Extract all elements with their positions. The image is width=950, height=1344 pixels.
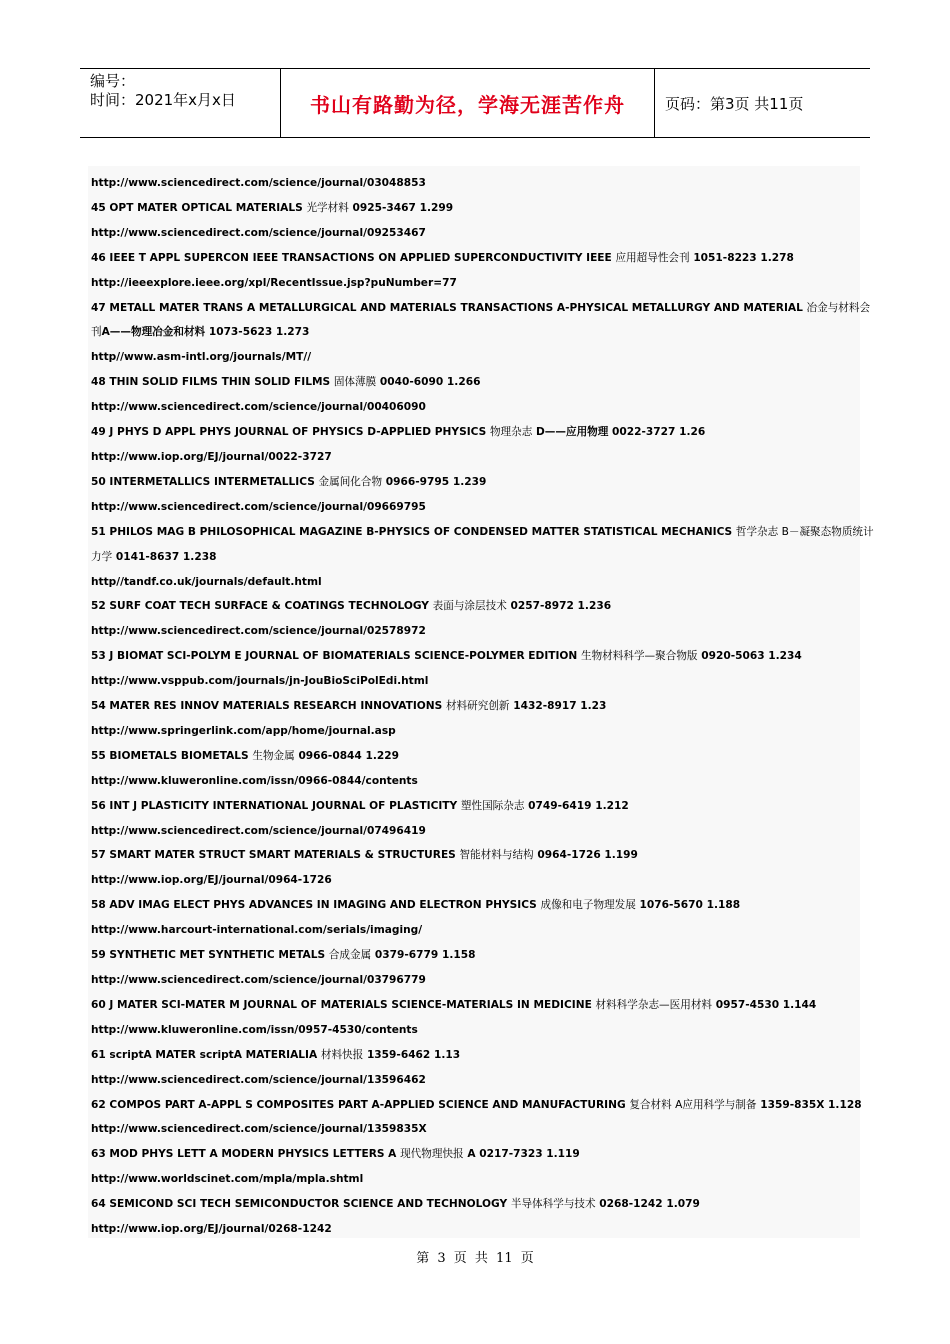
code-label: 编号： [90,72,136,90]
journal-url-line [91,271,860,296]
line-chinese-title: 生物金属 [252,749,295,762]
journal-entry-line [91,744,860,769]
line-english-text: 56 INT J PLASTICITY INTERNATIONAL JOURNAL OF PLASTICITY [91,799,461,812]
line-english-text: http://www.iop.org/EJ/journal/0964-1726 [91,874,332,887]
journal-entry-line [91,420,860,445]
line-english-text: 54 MATER RES INNOV MATERIALS RESEARCH INNOVATIONS [91,700,446,713]
line-english-text: http://www.worldscinet.com/mpla/mpla.shtml [91,1173,364,1186]
line-issn-impact: 0040-6090 1.266 [376,376,481,389]
line-english-text: http://www.sciencedirect.com/science/journal/00406090 [91,401,426,414]
line-english-text: http://ieeexplore.ieee.org/xpl/RecentIssue.jsp?puNumber=77 [91,276,457,289]
journal-url-line [91,769,860,794]
line-chinese-title: 金属间化合物 [318,475,383,488]
line-english-text: http://www.kluweronline.com/issn/0966-0844/contents [91,774,418,787]
line-issn-impact: A 0217-7323 1.119 [463,1148,580,1161]
line-english-text: 64 SEMICOND SCI TECH SEMICONDUCTOR SCIENCE AND TECHNOLOGY [91,1198,511,1211]
line-english-text: 63 MOD PHYS LETT A MODERN PHYSICS LETTERS A [91,1148,401,1161]
line-chinese-title: 力学 [91,550,113,563]
journal-entry-line [91,694,860,719]
line-issn-impact: D——应用物理 0022-3727 1.26 [532,426,706,439]
line-english-text: http://www.harcourt-international.com/serials/imaging/ [91,924,423,937]
line-english-text: 53 J BIOMAT SCI-POLYM E JOURNAL OF BIOMATERIALS SCIENCE-POLYMER EDITION [91,650,581,663]
line-english-text: 47 METALL MATER TRANS A METALLURGICAL AND MATERIALS TRANSACTIONS A-PHYSICAL METALLURGY AND MATERIAL [91,301,807,314]
journal-entry-line [91,594,860,619]
line-english-text: 49 J PHYS D APPL PHYS JOURNAL OF PHYSICS D-APPLIED PHYSICS [91,426,490,439]
journal-entry-line [91,370,860,395]
journal-entry-line [91,320,860,345]
line-issn-impact: 0257-8972 1.236 [506,600,612,613]
journal-url-line [91,918,860,943]
journal-entry-line [91,1043,860,1068]
line-issn-impact: 0141-8637 1.238 [112,550,217,563]
line-chinese-title: 应用超导性会刊 [615,251,690,264]
line-issn-impact: 0925-3467 1.299 [348,201,454,214]
journal-entry-line [91,196,860,221]
line-issn-impact: 1359-835X 1.128 [756,1098,862,1111]
journal-url-line [91,1018,860,1043]
journal-url-line [91,1167,860,1192]
journal-url-line [91,221,860,246]
line-chinese-title: 光学材料 [306,201,349,214]
journal-entry-line [91,520,874,545]
line-issn-impact: 0966-9795 1.239 [382,475,487,488]
line-chinese-title: 哲学杂志 B－凝聚态物质统计 [735,525,874,538]
line-english-text: 58 ADV IMAG ELECT PHYS ADVANCES IN IMAGING AND ELECTRON PHYSICS [91,899,541,912]
line-english-text: 51 PHILOS MAG B PHILOSOPHICAL MAGAZINE B-PHYSICS OF CONDENSED MATTER STATISTICAL MECHANICS [91,525,736,538]
line-english-text: 46 IEEE T APPL SUPERCON IEEE TRANSACTIONS ON APPLIED SUPERCONDUCTIVITY IEEE [91,251,616,264]
line-issn-impact: 0749-6419 1.212 [524,799,629,812]
line-english-text: 50 INTERMETALLICS INTERMETALLICS [91,475,319,488]
journal-entry-line [91,1093,860,1118]
line-issn-impact: 0268-1242 1.079 [595,1198,700,1211]
line-chinese-title: 塑性国际杂志 [460,799,525,812]
line-english-text: 57 SMART MATER STRUCT SMART MATERIALS & STRUCTURES [91,849,460,862]
journal-entry-line [91,470,860,495]
line-chinese-title: 冶金与材料会 [806,301,871,314]
journal-entry-line [91,246,860,271]
page-footer: 第 3 页 共 11 页 [416,1251,534,1266]
line-chinese-title: 成像和电子物理发展 [540,899,636,912]
line-issn-impact: 1432-8917 1.23 [509,700,607,713]
line-chinese-title: 复合材料 A应用科学与制备 [629,1098,757,1111]
line-english-text: 52 SURF COAT TECH SURFACE & COATINGS TECHNOLOGY [91,600,433,613]
line-chinese-title: 刊 [91,326,102,339]
line-english-text: http://www.sciencedirect.com/science/journal/13596462 [91,1073,426,1086]
line-english-text: http://www.sciencedirect.com/science/journal/09253467 [91,226,426,239]
line-chinese-title: 固体薄膜 [333,376,377,389]
journal-url-line [91,1117,860,1142]
journal-list [88,166,874,1238]
journal-url-line [91,868,860,893]
line-chinese-title: 表面与涂层技术 [432,600,507,613]
line-english-text: 60 J MATER SCI-MATER M JOURNAL OF MATERIALS SCIENCE-MATERIALS IN MEDICINE [91,998,596,1011]
journal-entry-line [91,794,860,819]
journal-url-line [91,345,860,370]
journal-url-line [91,669,860,694]
line-english-text: http://www.iop.org/EJ/journal/0268-1242 [91,1223,332,1236]
line-issn-impact: 0964-1726 1.199 [533,849,638,862]
page-header [80,68,870,138]
line-english-text: http://www.sciencedirect.com/science/journal/03048853 [91,177,426,189]
header-meta [80,69,281,137]
line-english-text: http//tandf.co.uk/journals/default.html [91,575,322,588]
journal-url-line [91,495,860,520]
line-chinese-title: 合成金属 [328,949,372,962]
journal-entry-line [91,843,860,868]
journal-url-line [91,171,860,196]
journal-url-line [91,819,860,844]
line-issn-impact: 1076-5670 1.188 [635,899,741,912]
journal-url-line [91,619,860,644]
journal-entry-line [91,296,871,321]
journal-entry-line [91,545,860,570]
line-english-text: http://www.sciencedirect.com/science/journal/1359835X [91,1123,427,1136]
line-chinese-title: 智能材料与结构 [459,849,534,862]
line-issn-impact: 1051-8223 1.278 [689,251,794,264]
line-english-text: 45 OPT MATER OPTICAL MATERIALS [91,201,307,214]
line-english-text: http://www.sciencedirect.com/science/journal/07496419 [91,824,426,837]
line-issn-impact: 0966-0844 1.229 [294,749,400,762]
line-chinese-title: 材料研究创新 [445,700,510,713]
line-english-text: 61 scriptA MATER scriptA MATERIALIA [91,1048,321,1061]
line-english-text: http://www.sciencedirect.com/science/journal/09669795 [91,500,426,513]
journal-entry-line [91,1142,860,1167]
journal-entry-line [91,993,860,1018]
journal-url-line [91,570,860,595]
line-chinese-title: 现代物理快报 [400,1148,464,1161]
line-english-text: http//www.asm-intl.org/journals/MT// [91,351,312,364]
motto: 书山有路勤为径，学海无涯苦作舟 [281,69,655,137]
line-chinese-title: 半导体科学与技术 [510,1198,596,1211]
journal-url-line [91,968,860,993]
journal-entry-line [91,893,860,918]
line-chinese-title: 材料科学杂志—医用材料 [595,998,713,1011]
journal-url-line [91,1068,860,1093]
line-english-text: 48 THIN SOLID FILMS THIN SOLID FILMS [91,376,334,389]
journal-entry-line [91,644,860,669]
time-label: 时间：2021年x月x日 [90,91,236,109]
line-english-text: http://www.kluweronline.com/issn/0957-4530/contents [91,1023,418,1036]
journal-url-line [91,395,860,420]
line-english-text: 59 SYNTHETIC MET SYNTHETIC METALS [91,949,329,962]
line-english-text: http://www.sciencedirect.com/science/journal/03796779 [91,974,426,986]
line-english-text: http://www.springerlink.com/app/home/journal.asp [91,724,396,737]
line-english-text: 62 COMPOS PART A-APPL S COMPOSITES PART A-APPLIED SCIENCE AND MANUFACTURING [91,1098,630,1111]
line-english-text: http://www.vsppub.com/journals/jn-JouBioSciPolEdi.html [91,675,429,688]
line-issn-impact: A——物理冶金和材料 1073-5623 1.273 [101,326,310,339]
line-chinese-title: 物理杂志 [489,426,533,439]
page-number-label: 页码：第3页 共11页 [665,94,804,113]
line-english-text: http://www.sciencedirect.com/science/journal/02578972 [91,625,426,638]
journal-url-line [91,445,860,470]
line-issn-impact: 0379-6779 1.158 [371,949,476,962]
line-chinese-title: 生物材料科学—聚合物版 [580,650,698,663]
line-chinese-title: 材料快报 [320,1048,364,1061]
line-issn-impact: 1359-6462 1.13 [363,1048,461,1061]
line-issn-impact: 0957-4530 1.144 [712,998,817,1011]
line-english-text: http://www.iop.org/EJ/journal/0022-3727 [91,450,332,463]
journal-entry-line [91,1192,860,1217]
line-english-text: 55 BIOMETALS BIOMETALS [91,749,253,762]
journal-url-line [91,719,860,744]
line-issn-impact: 0920-5063 1.234 [697,650,802,663]
journal-entry-line [91,943,860,968]
journal-url-line [91,1217,860,1242]
